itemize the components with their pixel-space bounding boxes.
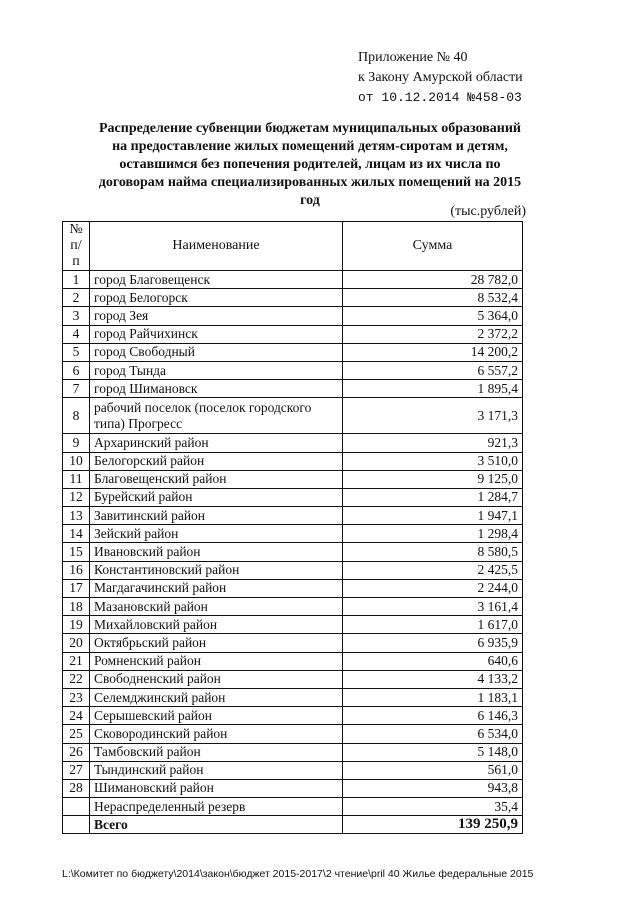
row-amount: 640,6 bbox=[343, 652, 523, 670]
row-name: Тамбовский район bbox=[90, 743, 343, 761]
row-number: 27 bbox=[63, 761, 90, 779]
table-row bbox=[63, 652, 523, 670]
table-row bbox=[63, 561, 523, 579]
header-number: № п/п bbox=[63, 222, 90, 271]
row-number: 1 bbox=[63, 271, 90, 289]
row-number: 26 bbox=[63, 743, 90, 761]
row-number: 15 bbox=[63, 543, 90, 561]
title-line: год bbox=[300, 193, 320, 208]
row-name: Бурейский район bbox=[90, 488, 343, 506]
title-line: на предоставление жилых помещений детям-сиротам и детям, bbox=[112, 139, 508, 154]
distribution-table bbox=[62, 221, 523, 834]
row-amount: 6 146,3 bbox=[343, 707, 523, 725]
row-number: 18 bbox=[63, 598, 90, 616]
row-name: Ивановский район bbox=[90, 543, 343, 561]
row-amount: 3 161,4 bbox=[343, 598, 523, 616]
row-amount: 1 183,1 bbox=[343, 688, 523, 706]
table-row bbox=[63, 289, 523, 307]
table-row bbox=[63, 307, 523, 325]
row-name: Шимановский район bbox=[90, 779, 343, 797]
row-name: Благовещенский район bbox=[90, 470, 343, 488]
row-number: 7 bbox=[63, 380, 90, 398]
table-row bbox=[63, 525, 523, 543]
row-amount: 4 133,2 bbox=[343, 670, 523, 688]
row-name: Серышевский район bbox=[90, 707, 343, 725]
row-number: 16 bbox=[63, 561, 90, 579]
row-name: город Шимановск bbox=[90, 380, 343, 398]
table-row bbox=[63, 452, 523, 470]
row-name: Белогорский район bbox=[90, 452, 343, 470]
row-name: Мазановский район bbox=[90, 598, 343, 616]
row-amount: 1 895,4 bbox=[343, 380, 523, 398]
row-amount: 561,0 bbox=[343, 761, 523, 779]
row-number: 11 bbox=[63, 470, 90, 488]
row-number: 23 bbox=[63, 688, 90, 706]
row-amount: 14 200,2 bbox=[343, 343, 523, 361]
table-row bbox=[63, 725, 523, 743]
row-number: 13 bbox=[63, 507, 90, 525]
row-name: Магдагачинский район bbox=[90, 579, 343, 597]
table-row bbox=[63, 343, 523, 361]
row-number: 25 bbox=[63, 725, 90, 743]
table-row bbox=[63, 634, 523, 652]
row-amount: 3 510,0 bbox=[343, 452, 523, 470]
row-amount: 6 935,9 bbox=[343, 634, 523, 652]
row-name: Свободненский район bbox=[90, 670, 343, 688]
row-name: Октябрьский район bbox=[90, 634, 343, 652]
table-row bbox=[63, 598, 523, 616]
row-number: 8 bbox=[63, 398, 90, 434]
row-name: город Свободный bbox=[90, 343, 343, 361]
table-row bbox=[63, 271, 523, 289]
row-amount: 943,8 bbox=[343, 779, 523, 797]
row-name: рабочий поселок (поселок городского типа) Прогресс bbox=[90, 398, 343, 434]
row-number: 24 bbox=[63, 707, 90, 725]
title-line: Распределение субвенции бюджетам муниципальных образований bbox=[99, 121, 521, 136]
table-row bbox=[63, 325, 523, 343]
row-number: 28 bbox=[63, 779, 90, 797]
table-row bbox=[63, 543, 523, 561]
row-name: Архаринский район bbox=[90, 434, 343, 452]
row-number bbox=[63, 798, 90, 816]
table-row bbox=[63, 361, 523, 379]
table-body bbox=[63, 271, 523, 816]
row-amount: 8 580,5 bbox=[343, 543, 523, 561]
row-name: город Тында bbox=[90, 361, 343, 379]
total-row bbox=[63, 816, 523, 834]
row-number: 10 bbox=[63, 452, 90, 470]
row-amount: 1 617,0 bbox=[343, 616, 523, 634]
annex-law: к Закону Амурской области bbox=[358, 70, 523, 85]
row-amount: 921,3 bbox=[343, 434, 523, 452]
table-header-row bbox=[63, 222, 523, 271]
table-row bbox=[63, 761, 523, 779]
row-name: Тындинский район bbox=[90, 761, 343, 779]
row-name: Зейский район bbox=[90, 525, 343, 543]
total-label: Всего bbox=[90, 816, 343, 834]
row-name: Михайловский район bbox=[90, 616, 343, 634]
row-amount: 35,4 bbox=[343, 798, 523, 816]
annex-block bbox=[358, 48, 523, 108]
table-row bbox=[63, 380, 523, 398]
row-name: Нераспределенный резерв bbox=[90, 798, 343, 816]
row-amount: 1 284,7 bbox=[343, 488, 523, 506]
row-number: 12 bbox=[63, 488, 90, 506]
table-row bbox=[63, 779, 523, 797]
row-number: 4 bbox=[63, 325, 90, 343]
row-number: 20 bbox=[63, 634, 90, 652]
row-amount: 6 557,2 bbox=[343, 361, 523, 379]
table-row bbox=[63, 434, 523, 452]
table-row bbox=[63, 616, 523, 634]
table-row bbox=[63, 670, 523, 688]
row-name: Селемджинский район bbox=[90, 688, 343, 706]
table-row bbox=[63, 507, 523, 525]
row-amount: 2 425,5 bbox=[343, 561, 523, 579]
row-amount: 5 148,0 bbox=[343, 743, 523, 761]
row-name: Ромненский район bbox=[90, 652, 343, 670]
table-row bbox=[63, 743, 523, 761]
row-number: 3 bbox=[63, 307, 90, 325]
row-name: Завитинский район bbox=[90, 507, 343, 525]
row-name: город Благовещенск bbox=[90, 271, 343, 289]
row-amount: 3 171,3 bbox=[343, 398, 523, 434]
row-number: 21 bbox=[63, 652, 90, 670]
table-row bbox=[63, 579, 523, 597]
row-amount: 6 534,0 bbox=[343, 725, 523, 743]
row-number: 17 bbox=[63, 579, 90, 597]
annex-date: от 10.12.2014 №458-03 bbox=[358, 90, 522, 105]
row-number: 22 bbox=[63, 670, 90, 688]
row-amount: 2 244,0 bbox=[343, 579, 523, 597]
row-name: Константиновский район bbox=[90, 561, 343, 579]
row-amount: 9 125,0 bbox=[343, 470, 523, 488]
row-number: 5 bbox=[63, 343, 90, 361]
table-row bbox=[63, 488, 523, 506]
row-amount: 28 782,0 bbox=[343, 271, 523, 289]
row-name: город Райчихинск bbox=[90, 325, 343, 343]
header-name: Наименование bbox=[90, 222, 343, 271]
row-amount: 5 364,0 bbox=[343, 307, 523, 325]
row-name: Сковородинский район bbox=[90, 725, 343, 743]
title-line: договорам найма специализированных жилых помещений на 2015 bbox=[98, 175, 522, 190]
header-amount: Сумма bbox=[343, 222, 523, 271]
file-path-footer: L:\Комитет по бюджету\2014\закон\бюджет 2015-2017\2 чтение\pril 40 Жилье федеральные 2015 bbox=[62, 868, 534, 880]
document-title bbox=[70, 120, 550, 210]
row-name: город Зея bbox=[90, 307, 343, 325]
row-number: 14 bbox=[63, 525, 90, 543]
row-number: 19 bbox=[63, 616, 90, 634]
row-number: 9 bbox=[63, 434, 90, 452]
row-number: 2 bbox=[63, 289, 90, 307]
row-amount: 2 372,2 bbox=[343, 325, 523, 343]
total-amount: 139 250,9 bbox=[343, 816, 523, 834]
row-amount: 1 298,4 bbox=[343, 525, 523, 543]
annex-number: Приложение № 40 bbox=[358, 50, 468, 65]
table-row bbox=[63, 398, 523, 434]
table-row bbox=[63, 470, 523, 488]
table-row bbox=[63, 688, 523, 706]
row-amount: 1 947,1 bbox=[343, 507, 523, 525]
row-name: город Белогорск bbox=[90, 289, 343, 307]
table-row bbox=[63, 707, 523, 725]
table-row bbox=[63, 798, 523, 816]
row-number: 6 bbox=[63, 361, 90, 379]
title-line: оставшимся без попечения родителей, лицам из их числа по bbox=[119, 157, 501, 172]
units-label: (тыс.рублей) bbox=[450, 204, 526, 219]
row-amount: 8 532,4 bbox=[343, 289, 523, 307]
